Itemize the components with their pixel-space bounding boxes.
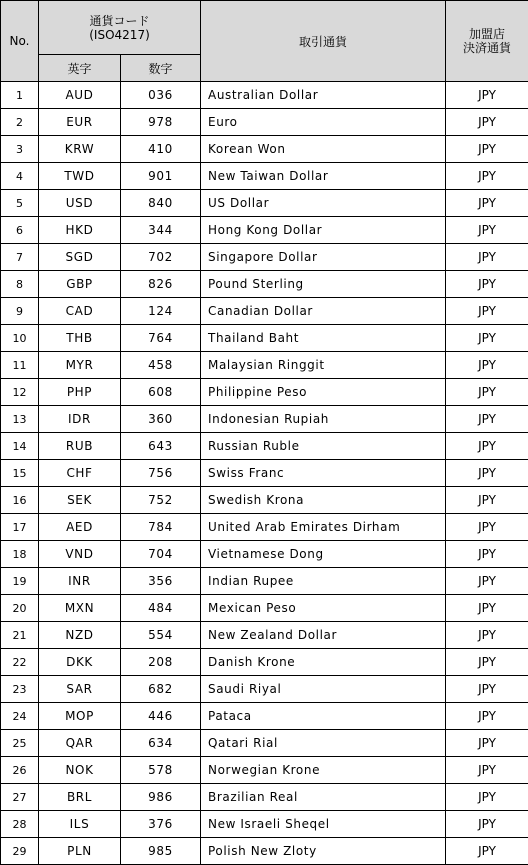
- cell-numeric-code: 344: [121, 217, 201, 244]
- table-row: [1, 568, 528, 595]
- cell-numeric-code: 978: [121, 109, 201, 136]
- table-row: [1, 487, 528, 514]
- cell-no: 13: [1, 406, 39, 433]
- cell-currency-name: Qatari Rial: [201, 730, 446, 757]
- cell-settlement-currency: JPY: [446, 406, 528, 433]
- cell-currency-name: Pataca: [201, 703, 446, 730]
- cell-no: 18: [1, 541, 39, 568]
- cell-currency-name: Swiss Franc: [201, 460, 446, 487]
- cell-currency-name: Norwegian Krone: [201, 757, 446, 784]
- table-row: [1, 379, 528, 406]
- cell-currency-name: Indian Rupee: [201, 568, 446, 595]
- cell-currency-name: New Zealand Dollar: [201, 622, 446, 649]
- cell-alpha-code: NOK: [39, 757, 121, 784]
- cell-alpha-code: INR: [39, 568, 121, 595]
- cell-settlement-currency: JPY: [446, 244, 528, 271]
- table-row: [1, 622, 528, 649]
- cell-numeric-code: 682: [121, 676, 201, 703]
- header-currency-code-title: 通貨コード: [89, 13, 150, 28]
- cell-settlement-currency: JPY: [446, 379, 528, 406]
- cell-numeric-code: 704: [121, 541, 201, 568]
- cell-settlement-currency: JPY: [446, 568, 528, 595]
- header-settlement-currency: [446, 1, 528, 82]
- cell-no: 29: [1, 838, 39, 865]
- cell-alpha-code: MYR: [39, 352, 121, 379]
- cell-numeric-code: 360: [121, 406, 201, 433]
- cell-currency-name: Pound Sterling: [201, 271, 446, 298]
- cell-currency-name: Korean Won: [201, 136, 446, 163]
- cell-numeric-code: 484: [121, 595, 201, 622]
- cell-no: 27: [1, 784, 39, 811]
- cell-numeric-code: 376: [121, 811, 201, 838]
- table-row: [1, 757, 528, 784]
- header-alpha-code: 英字: [39, 55, 121, 82]
- table-row: [1, 595, 528, 622]
- cell-settlement-currency: JPY: [446, 460, 528, 487]
- cell-numeric-code: 764: [121, 325, 201, 352]
- cell-settlement-currency: JPY: [446, 676, 528, 703]
- cell-currency-name: Euro: [201, 109, 446, 136]
- cell-numeric-code: 554: [121, 622, 201, 649]
- cell-alpha-code: IDR: [39, 406, 121, 433]
- cell-alpha-code: ILS: [39, 811, 121, 838]
- cell-settlement-currency: JPY: [446, 433, 528, 460]
- table-header: [1, 1, 528, 82]
- header-numeric-code: 数字: [121, 55, 201, 82]
- cell-numeric-code: 702: [121, 244, 201, 271]
- cell-alpha-code: SAR: [39, 676, 121, 703]
- cell-no: 19: [1, 568, 39, 595]
- cell-alpha-code: DKK: [39, 649, 121, 676]
- cell-no: 21: [1, 622, 39, 649]
- header-settlement-line1: 加盟店: [469, 27, 506, 41]
- table-row: [1, 460, 528, 487]
- cell-numeric-code: 208: [121, 649, 201, 676]
- cell-alpha-code: HKD: [39, 217, 121, 244]
- cell-settlement-currency: JPY: [446, 811, 528, 838]
- cell-currency-name: Swedish Krona: [201, 487, 446, 514]
- cell-no: 15: [1, 460, 39, 487]
- cell-numeric-code: 578: [121, 757, 201, 784]
- cell-settlement-currency: JPY: [446, 595, 528, 622]
- cell-alpha-code: AUD: [39, 82, 121, 109]
- cell-settlement-currency: JPY: [446, 163, 528, 190]
- cell-numeric-code: 752: [121, 487, 201, 514]
- cell-currency-name: Mexican Peso: [201, 595, 446, 622]
- cell-currency-name: Polish New Zloty: [201, 838, 446, 865]
- table-row: [1, 217, 528, 244]
- cell-no: 6: [1, 217, 39, 244]
- cell-currency-name: Russian Ruble: [201, 433, 446, 460]
- cell-alpha-code: CAD: [39, 298, 121, 325]
- cell-currency-name: New Taiwan Dollar: [201, 163, 446, 190]
- cell-currency-name: Singapore Dollar: [201, 244, 446, 271]
- cell-numeric-code: 985: [121, 838, 201, 865]
- cell-no: 11: [1, 352, 39, 379]
- cell-currency-name: US Dollar: [201, 190, 446, 217]
- cell-settlement-currency: JPY: [446, 622, 528, 649]
- cell-numeric-code: 608: [121, 379, 201, 406]
- cell-numeric-code: 756: [121, 460, 201, 487]
- cell-currency-name: Canadian Dollar: [201, 298, 446, 325]
- cell-no: 26: [1, 757, 39, 784]
- cell-settlement-currency: JPY: [446, 136, 528, 163]
- table-row: [1, 730, 528, 757]
- cell-no: 10: [1, 325, 39, 352]
- cell-no: 17: [1, 514, 39, 541]
- cell-no: 8: [1, 271, 39, 298]
- cell-no: 4: [1, 163, 39, 190]
- cell-currency-name: Thailand Baht: [201, 325, 446, 352]
- cell-settlement-currency: JPY: [446, 82, 528, 109]
- cell-numeric-code: 446: [121, 703, 201, 730]
- cell-settlement-currency: JPY: [446, 730, 528, 757]
- cell-numeric-code: 643: [121, 433, 201, 460]
- cell-currency-name: United Arab Emirates Dirham: [201, 514, 446, 541]
- cell-alpha-code: NZD: [39, 622, 121, 649]
- table-row: [1, 325, 528, 352]
- table-row: [1, 271, 528, 298]
- cell-settlement-currency: JPY: [446, 541, 528, 568]
- cell-alpha-code: SGD: [39, 244, 121, 271]
- cell-alpha-code: PLN: [39, 838, 121, 865]
- cell-numeric-code: 410: [121, 136, 201, 163]
- cell-currency-name: Danish Krone: [201, 649, 446, 676]
- cell-alpha-code: USD: [39, 190, 121, 217]
- cell-no: 14: [1, 433, 39, 460]
- cell-alpha-code: KRW: [39, 136, 121, 163]
- cell-numeric-code: 356: [121, 568, 201, 595]
- cell-currency-name: Malaysian Ringgit: [201, 352, 446, 379]
- table-row: [1, 433, 528, 460]
- table-row: [1, 649, 528, 676]
- cell-settlement-currency: JPY: [446, 190, 528, 217]
- cell-currency-name: Hong Kong Dollar: [201, 217, 446, 244]
- cell-alpha-code: MXN: [39, 595, 121, 622]
- cell-settlement-currency: JPY: [446, 514, 528, 541]
- cell-settlement-currency: JPY: [446, 838, 528, 865]
- cell-no: 23: [1, 676, 39, 703]
- cell-settlement-currency: JPY: [446, 298, 528, 325]
- cell-alpha-code: THB: [39, 325, 121, 352]
- cell-no: 16: [1, 487, 39, 514]
- cell-no: 24: [1, 703, 39, 730]
- cell-settlement-currency: JPY: [446, 703, 528, 730]
- cell-alpha-code: GBP: [39, 271, 121, 298]
- cell-settlement-currency: JPY: [446, 352, 528, 379]
- cell-alpha-code: SEK: [39, 487, 121, 514]
- cell-currency-name: Australian Dollar: [201, 82, 446, 109]
- cell-settlement-currency: JPY: [446, 649, 528, 676]
- cell-numeric-code: 986: [121, 784, 201, 811]
- cell-settlement-currency: JPY: [446, 217, 528, 244]
- table-row: [1, 190, 528, 217]
- cell-settlement-currency: JPY: [446, 784, 528, 811]
- cell-currency-name: Indonesian Rupiah: [201, 406, 446, 433]
- header-no: No.: [1, 1, 39, 82]
- table-row: [1, 352, 528, 379]
- table-row: [1, 136, 528, 163]
- header-settlement-line2: 決済通貨: [463, 41, 512, 55]
- table-row: [1, 811, 528, 838]
- cell-numeric-code: 634: [121, 730, 201, 757]
- cell-numeric-code: 036: [121, 82, 201, 109]
- cell-numeric-code: 826: [121, 271, 201, 298]
- cell-alpha-code: PHP: [39, 379, 121, 406]
- cell-no: 3: [1, 136, 39, 163]
- cell-settlement-currency: JPY: [446, 271, 528, 298]
- cell-settlement-currency: JPY: [446, 109, 528, 136]
- cell-alpha-code: EUR: [39, 109, 121, 136]
- cell-settlement-currency: JPY: [446, 487, 528, 514]
- cell-alpha-code: MOP: [39, 703, 121, 730]
- table-row: [1, 514, 528, 541]
- cell-currency-name: New Israeli Sheqel: [201, 811, 446, 838]
- cell-alpha-code: CHF: [39, 460, 121, 487]
- table-body: [1, 82, 528, 865]
- cell-no: 22: [1, 649, 39, 676]
- header-currency-code-group: [39, 1, 201, 55]
- cell-currency-name: Saudi Riyal: [201, 676, 446, 703]
- cell-currency-name: Brazilian Real: [201, 784, 446, 811]
- cell-no: 12: [1, 379, 39, 406]
- cell-no: 7: [1, 244, 39, 271]
- cell-alpha-code: BRL: [39, 784, 121, 811]
- cell-currency-name: Vietnamese Dong: [201, 541, 446, 568]
- cell-numeric-code: 840: [121, 190, 201, 217]
- cell-settlement-currency: JPY: [446, 325, 528, 352]
- cell-alpha-code: VND: [39, 541, 121, 568]
- table-row: [1, 82, 528, 109]
- cell-numeric-code: 901: [121, 163, 201, 190]
- cell-alpha-code: TWD: [39, 163, 121, 190]
- cell-numeric-code: 124: [121, 298, 201, 325]
- header-transaction-currency: 取引通貨: [201, 1, 446, 82]
- table-row: [1, 298, 528, 325]
- header-currency-code-standard: (ISO4217): [89, 27, 150, 42]
- cell-no: 2: [1, 109, 39, 136]
- cell-alpha-code: RUB: [39, 433, 121, 460]
- cell-settlement-currency: JPY: [446, 757, 528, 784]
- table-row: [1, 163, 528, 190]
- table-row: [1, 838, 528, 865]
- cell-no: 25: [1, 730, 39, 757]
- cell-no: 9: [1, 298, 39, 325]
- table-row: [1, 406, 528, 433]
- cell-no: 20: [1, 595, 39, 622]
- cell-no: 1: [1, 82, 39, 109]
- cell-alpha-code: QAR: [39, 730, 121, 757]
- cell-numeric-code: 458: [121, 352, 201, 379]
- table-row: [1, 676, 528, 703]
- cell-currency-name: Philippine Peso: [201, 379, 446, 406]
- cell-numeric-code: 784: [121, 514, 201, 541]
- table-row: [1, 703, 528, 730]
- cell-no: 28: [1, 811, 39, 838]
- cell-no: 5: [1, 190, 39, 217]
- table-row: [1, 244, 528, 271]
- table-row: [1, 784, 528, 811]
- table-row: [1, 109, 528, 136]
- table-row: [1, 541, 528, 568]
- cell-alpha-code: AED: [39, 514, 121, 541]
